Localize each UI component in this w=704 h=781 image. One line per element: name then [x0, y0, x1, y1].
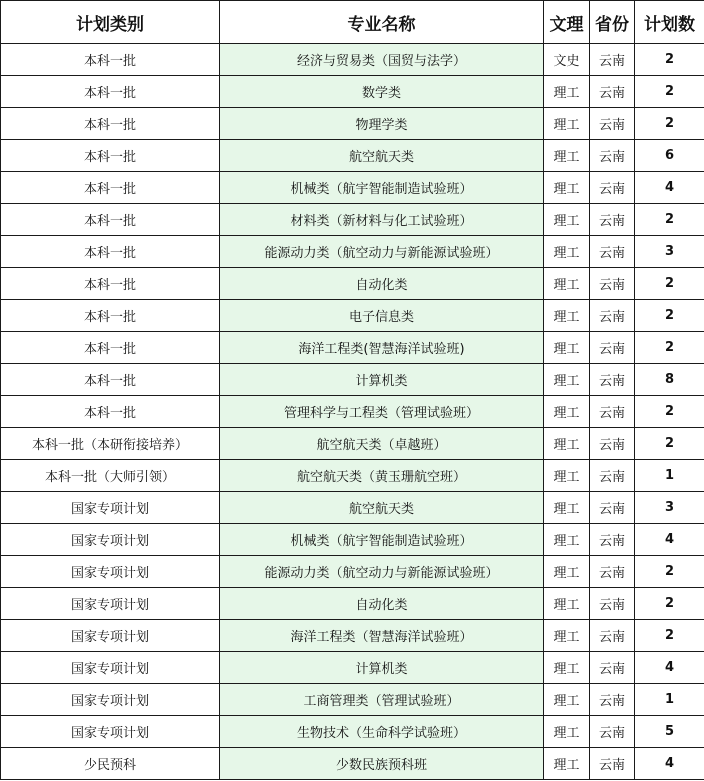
table-row — [1, 588, 704, 620]
table-row — [1, 204, 704, 236]
track-cell: 理工 — [544, 684, 590, 716]
plan-category-cell: 本科一批 — [1, 332, 220, 364]
track-cell: 理工 — [544, 492, 590, 524]
plan-count-cell: 2 — [635, 300, 704, 332]
major-name-cell: 经济与贸易类（国贸与法学） — [220, 44, 544, 76]
track-cell: 理工 — [544, 396, 590, 428]
plan-category-cell: 本科一批 — [1, 140, 220, 172]
province-cell: 云南 — [590, 652, 635, 684]
major-name-cell: 自动化类 — [220, 268, 544, 300]
province-cell: 云南 — [590, 300, 635, 332]
plan-category-cell: 本科一批 — [1, 396, 220, 428]
table-body — [1, 44, 704, 780]
province-cell: 云南 — [590, 236, 635, 268]
plan-category-cell: 国家专项计划 — [1, 588, 220, 620]
plan-category-cell: 本科一批（本研衔接培养） — [1, 428, 220, 460]
plan-count-cell: 2 — [635, 588, 704, 620]
major-name-cell: 机械类（航宇智能制造试验班） — [220, 172, 544, 204]
major-name-cell: 计算机类 — [220, 652, 544, 684]
province-cell: 云南 — [590, 524, 635, 556]
table-row — [1, 76, 704, 108]
plan-category-cell: 本科一批 — [1, 364, 220, 396]
track-cell: 理工 — [544, 556, 590, 588]
track-cell: 理工 — [544, 268, 590, 300]
major-name-cell: 自动化类 — [220, 588, 544, 620]
province-cell: 云南 — [590, 716, 635, 748]
track-cell: 理工 — [544, 76, 590, 108]
plan-count-cell: 2 — [635, 108, 704, 140]
plan-category-cell: 国家专项计划 — [1, 524, 220, 556]
table-row — [1, 332, 704, 364]
major-name-cell: 电子信息类 — [220, 300, 544, 332]
track-cell: 理工 — [544, 748, 590, 780]
province-cell: 云南 — [590, 428, 635, 460]
table-row — [1, 300, 704, 332]
plan-count-cell: 2 — [635, 620, 704, 652]
table-row — [1, 684, 704, 716]
plan-count-cell: 1 — [635, 460, 704, 492]
major-name-cell: 能源动力类（航空动力与新能源试验班） — [220, 556, 544, 588]
track-cell: 理工 — [544, 652, 590, 684]
track-cell: 理工 — [544, 460, 590, 492]
province-cell: 云南 — [590, 556, 635, 588]
table-row — [1, 44, 704, 76]
plan-count-cell: 2 — [635, 44, 704, 76]
track-cell: 理工 — [544, 332, 590, 364]
province-cell: 云南 — [590, 140, 635, 172]
plan-count-cell: 2 — [635, 204, 704, 236]
track-cell: 理工 — [544, 588, 590, 620]
plan-category-cell: 本科一批 — [1, 236, 220, 268]
major-name-cell: 计算机类 — [220, 364, 544, 396]
plan-category-cell: 本科一批（大师引领） — [1, 460, 220, 492]
major-name-cell: 航空航天类 — [220, 492, 544, 524]
plan-category-cell: 本科一批 — [1, 172, 220, 204]
major-name-cell: 材料类（新材料与化工试验班） — [220, 204, 544, 236]
track-cell: 理工 — [544, 524, 590, 556]
major-name-cell: 海洋工程类（智慧海洋试验班） — [220, 620, 544, 652]
plan-count-cell: 8 — [635, 364, 704, 396]
province-cell: 云南 — [590, 364, 635, 396]
major-name-cell: 管理科学与工程类（管理试验班） — [220, 396, 544, 428]
province-cell: 云南 — [590, 332, 635, 364]
major-name-cell: 航空航天类（黄玉珊航空班） — [220, 460, 544, 492]
plan-category-cell: 本科一批 — [1, 76, 220, 108]
plan-count-cell: 2 — [635, 556, 704, 588]
major-name-cell: 物理学类 — [220, 108, 544, 140]
plan-category-cell: 本科一批 — [1, 300, 220, 332]
plan-count-cell: 5 — [635, 716, 704, 748]
table-row — [1, 268, 704, 300]
table-row — [1, 460, 704, 492]
plan-category-cell: 本科一批 — [1, 268, 220, 300]
table-row — [1, 620, 704, 652]
header-track: 文理 — [544, 1, 590, 44]
major-name-cell: 航空航天类 — [220, 140, 544, 172]
province-cell: 云南 — [590, 108, 635, 140]
table-row — [1, 236, 704, 268]
plan-count-cell: 4 — [635, 652, 704, 684]
table-row — [1, 172, 704, 204]
province-cell: 云南 — [590, 748, 635, 780]
plan-category-cell: 国家专项计划 — [1, 492, 220, 524]
track-cell: 文史 — [544, 44, 590, 76]
major-name-cell: 能源动力类（航空动力与新能源试验班） — [220, 236, 544, 268]
major-name-cell: 海洋工程类(智慧海洋试验班) — [220, 332, 544, 364]
plan-category-cell: 本科一批 — [1, 204, 220, 236]
province-cell: 云南 — [590, 620, 635, 652]
plan-count-cell: 2 — [635, 76, 704, 108]
table-row — [1, 716, 704, 748]
plan-category-cell: 本科一批 — [1, 108, 220, 140]
plan-category-cell: 国家专项计划 — [1, 556, 220, 588]
plan-category-cell: 国家专项计划 — [1, 620, 220, 652]
track-cell: 理工 — [544, 364, 590, 396]
plan-count-cell: 2 — [635, 428, 704, 460]
plan-count-cell: 6 — [635, 140, 704, 172]
province-cell: 云南 — [590, 44, 635, 76]
table-row — [1, 140, 704, 172]
province-cell: 云南 — [590, 396, 635, 428]
major-name-cell: 数学类 — [220, 76, 544, 108]
table-row — [1, 652, 704, 684]
table-row — [1, 108, 704, 140]
table-row — [1, 428, 704, 460]
plan-count-cell: 2 — [635, 268, 704, 300]
plan-category-cell: 国家专项计划 — [1, 684, 220, 716]
track-cell: 理工 — [544, 204, 590, 236]
track-cell: 理工 — [544, 236, 590, 268]
header-row — [1, 1, 704, 44]
header-plan-category: 计划类别 — [1, 1, 220, 44]
plan-count-cell: 4 — [635, 748, 704, 780]
track-cell: 理工 — [544, 300, 590, 332]
province-cell: 云南 — [590, 172, 635, 204]
province-cell: 云南 — [590, 588, 635, 620]
province-cell: 云南 — [590, 684, 635, 716]
header-plan-count: 计划数 — [635, 1, 704, 44]
province-cell: 云南 — [590, 460, 635, 492]
table-row — [1, 364, 704, 396]
table-row — [1, 748, 704, 780]
province-cell: 云南 — [590, 76, 635, 108]
track-cell: 理工 — [544, 428, 590, 460]
plan-category-cell: 国家专项计划 — [1, 652, 220, 684]
plan-count-cell: 2 — [635, 332, 704, 364]
major-name-cell: 机械类（航宇智能制造试验班） — [220, 524, 544, 556]
track-cell: 理工 — [544, 140, 590, 172]
track-cell: 理工 — [544, 716, 590, 748]
plan-count-cell: 1 — [635, 684, 704, 716]
header-province: 省份 — [590, 1, 635, 44]
header-major-name: 专业名称 — [220, 1, 544, 44]
table-row — [1, 524, 704, 556]
track-cell: 理工 — [544, 620, 590, 652]
plan-count-cell: 3 — [635, 236, 704, 268]
plan-category-cell: 国家专项计划 — [1, 716, 220, 748]
plan-count-cell: 4 — [635, 172, 704, 204]
plan-category-cell: 少民预科 — [1, 748, 220, 780]
plan-count-cell: 3 — [635, 492, 704, 524]
plan-category-cell: 本科一批 — [1, 44, 220, 76]
track-cell: 理工 — [544, 108, 590, 140]
major-name-cell: 生物技术（生命科学试验班） — [220, 716, 544, 748]
table-header — [1, 1, 704, 44]
province-cell: 云南 — [590, 492, 635, 524]
major-name-cell: 工商管理类（管理试验班） — [220, 684, 544, 716]
table-row — [1, 556, 704, 588]
province-cell: 云南 — [590, 204, 635, 236]
table-row — [1, 396, 704, 428]
track-cell: 理工 — [544, 172, 590, 204]
province-cell: 云南 — [590, 268, 635, 300]
major-name-cell: 少数民族预科班 — [220, 748, 544, 780]
major-name-cell: 航空航天类（卓越班） — [220, 428, 544, 460]
table-row — [1, 492, 704, 524]
plan-count-cell: 4 — [635, 524, 704, 556]
plan-count-cell: 2 — [635, 396, 704, 428]
